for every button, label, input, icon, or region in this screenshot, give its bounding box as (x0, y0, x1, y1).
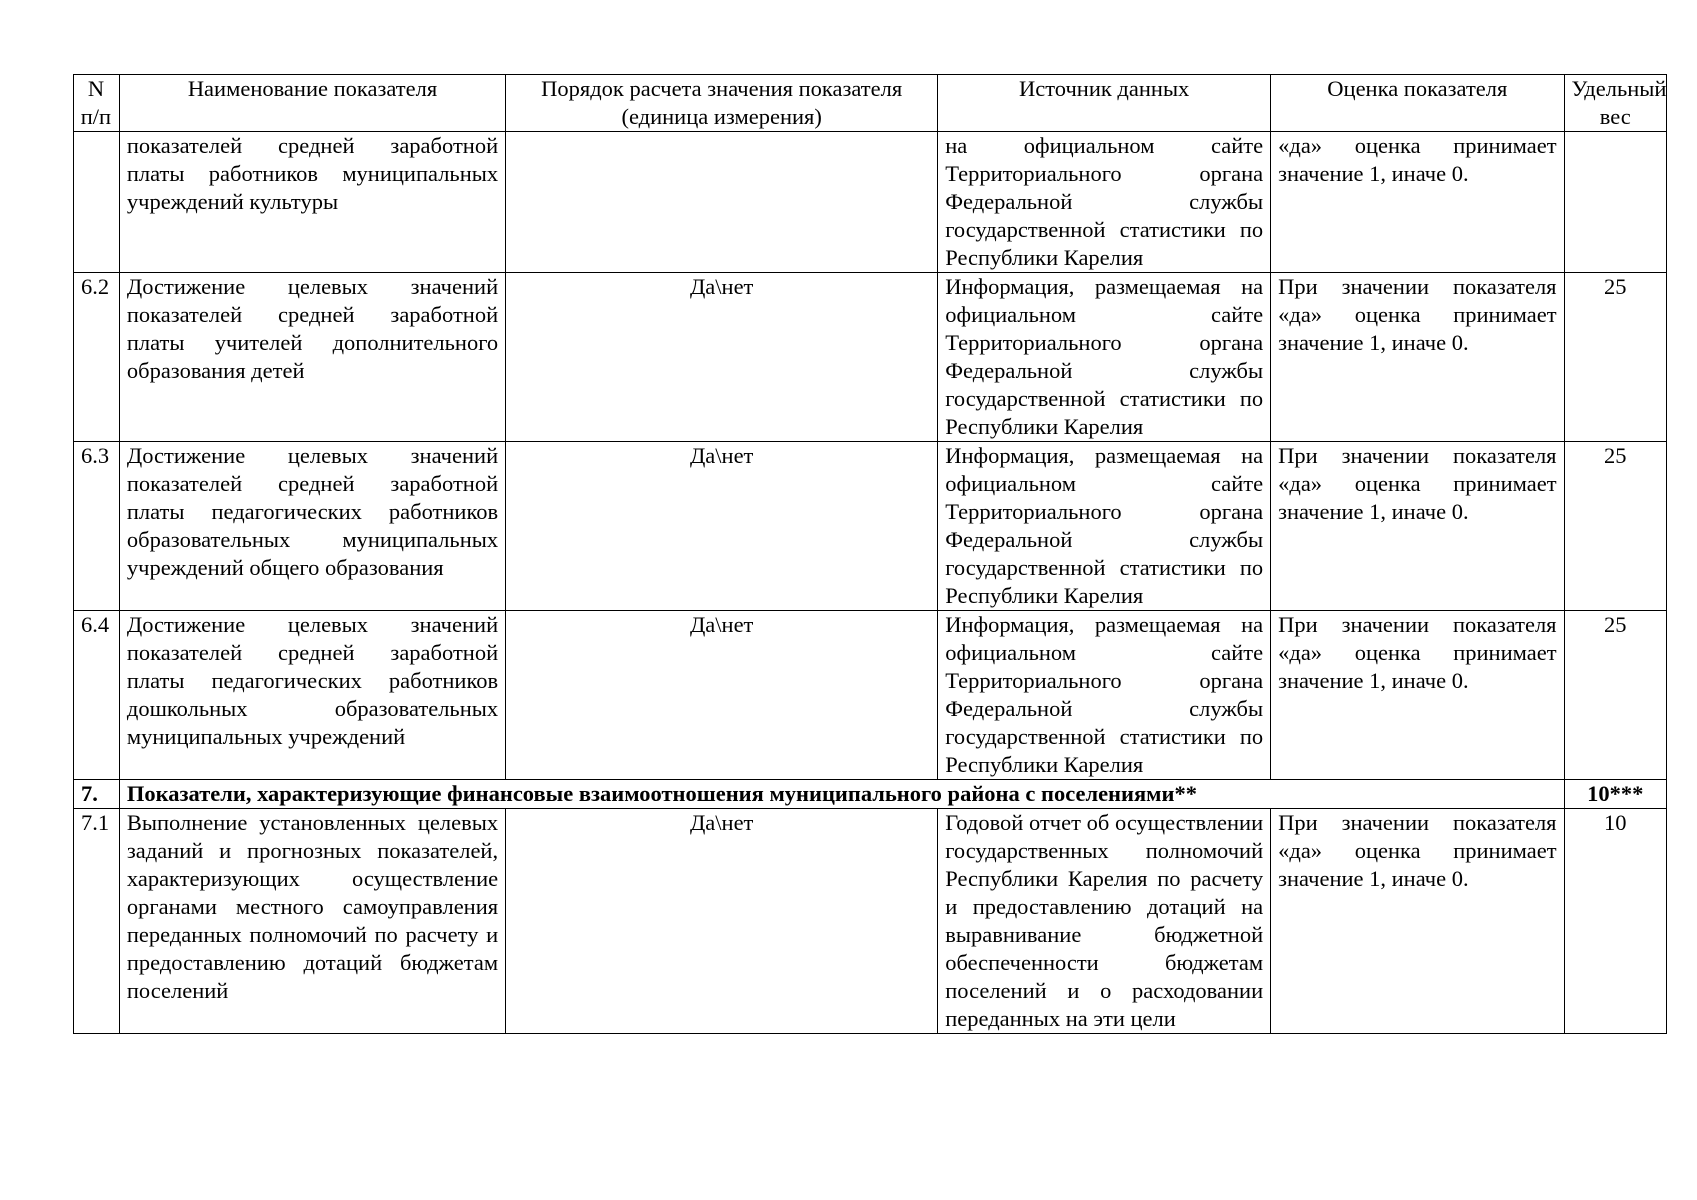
table-row (74, 132, 1667, 273)
row-source: на официальном сайте Территориального органа Федеральной службы государственной статистики по Республики Карелия (938, 132, 1271, 273)
table-row (74, 273, 1667, 442)
row-evaluation: «да» оценка принимает значение 1, иначе 0. (1271, 132, 1564, 273)
row-weight (1564, 132, 1666, 273)
row-name: показателей средней заработной платы работников муниципальных учреждений культуры (119, 132, 505, 273)
row-num: 7.1 (74, 809, 120, 1034)
row-name: Достижение целевых значений показателей средней заработной платы педагогических работников дошкольных образовательных муниципальных учреждений (119, 611, 505, 780)
table-row (74, 809, 1667, 1034)
row-evaluation: При значении показателя «да» оценка принимает значение 1, иначе 0. (1271, 611, 1564, 780)
row-weight: 25 (1564, 273, 1666, 442)
section-row (74, 780, 1667, 809)
header-evaluation: Оценка показателя (1271, 75, 1564, 132)
row-num (74, 132, 120, 273)
row-calc: Да\нет (506, 442, 938, 611)
row-num: 6.4 (74, 611, 120, 780)
row-calc: Да\нет (506, 809, 938, 1034)
header-calc: Порядок расчета значения показателя (единица измерения) (506, 75, 938, 132)
row-num: 6.2 (74, 273, 120, 442)
row-weight: 25 (1564, 611, 1666, 780)
row-calc: Да\нет (506, 273, 938, 442)
header-weight: Удельный вес (1564, 75, 1666, 132)
row-evaluation: При значении показателя «да» оценка принимает значение 1, иначе 0. (1271, 809, 1564, 1034)
table-row (74, 611, 1667, 780)
table-row (74, 442, 1667, 611)
row-name: Выполнение установленных целевых заданий и прогнозных показателей, характеризующих осуществление органами местного самоуправления переданных полномочий по расчету и предоставлению дотаций бюджетам поселений (119, 809, 505, 1034)
row-name: Достижение целевых значений показателей средней заработной платы учителей дополнительного образования детей (119, 273, 505, 442)
header-source: Источник данных (938, 75, 1271, 132)
table-header-row (74, 75, 1667, 132)
section-num: 7. (74, 780, 120, 809)
row-weight: 25 (1564, 442, 1666, 611)
row-weight: 10 (1564, 809, 1666, 1034)
indicator-table (73, 74, 1667, 1034)
header-num: N п/п (74, 75, 120, 132)
row-source: Информация, размещаемая на официальном сайте Территориального органа Федеральной службы государственной статистики по Республики Карелия (938, 442, 1271, 611)
section-title: Показатели, характеризующие финансовые взаимоотношения муниципального района с поселениями** (119, 780, 1564, 809)
row-evaluation: При значении показателя «да» оценка принимает значение 1, иначе 0. (1271, 273, 1564, 442)
header-name: Наименование показателя (119, 75, 505, 132)
row-source: Годовой отчет об осуществлении государственных полномочий Республики Карелия по расчету и предоставлению дотаций на выравнивание бюджетной обеспеченности бюджетам поселений и о расходовании переданных на эти цели (938, 809, 1271, 1034)
row-source: Информация, размещаемая на официальном сайте Территориального органа Федеральной службы государственной статистики по Республики Карелия (938, 611, 1271, 780)
row-source: Информация, размещаемая на официальном сайте Территориального органа Федеральной службы государственной статистики по Республики Карелия (938, 273, 1271, 442)
section-weight: 10*** (1564, 780, 1666, 809)
row-calc (506, 132, 938, 273)
row-calc: Да\нет (506, 611, 938, 780)
row-evaluation: При значении показателя «да» оценка принимает значение 1, иначе 0. (1271, 442, 1564, 611)
row-name: Достижение целевых значений показателей средней заработной платы педагогических работников образовательных муниципальных учреждений общего образования (119, 442, 505, 611)
row-num: 6.3 (74, 442, 120, 611)
